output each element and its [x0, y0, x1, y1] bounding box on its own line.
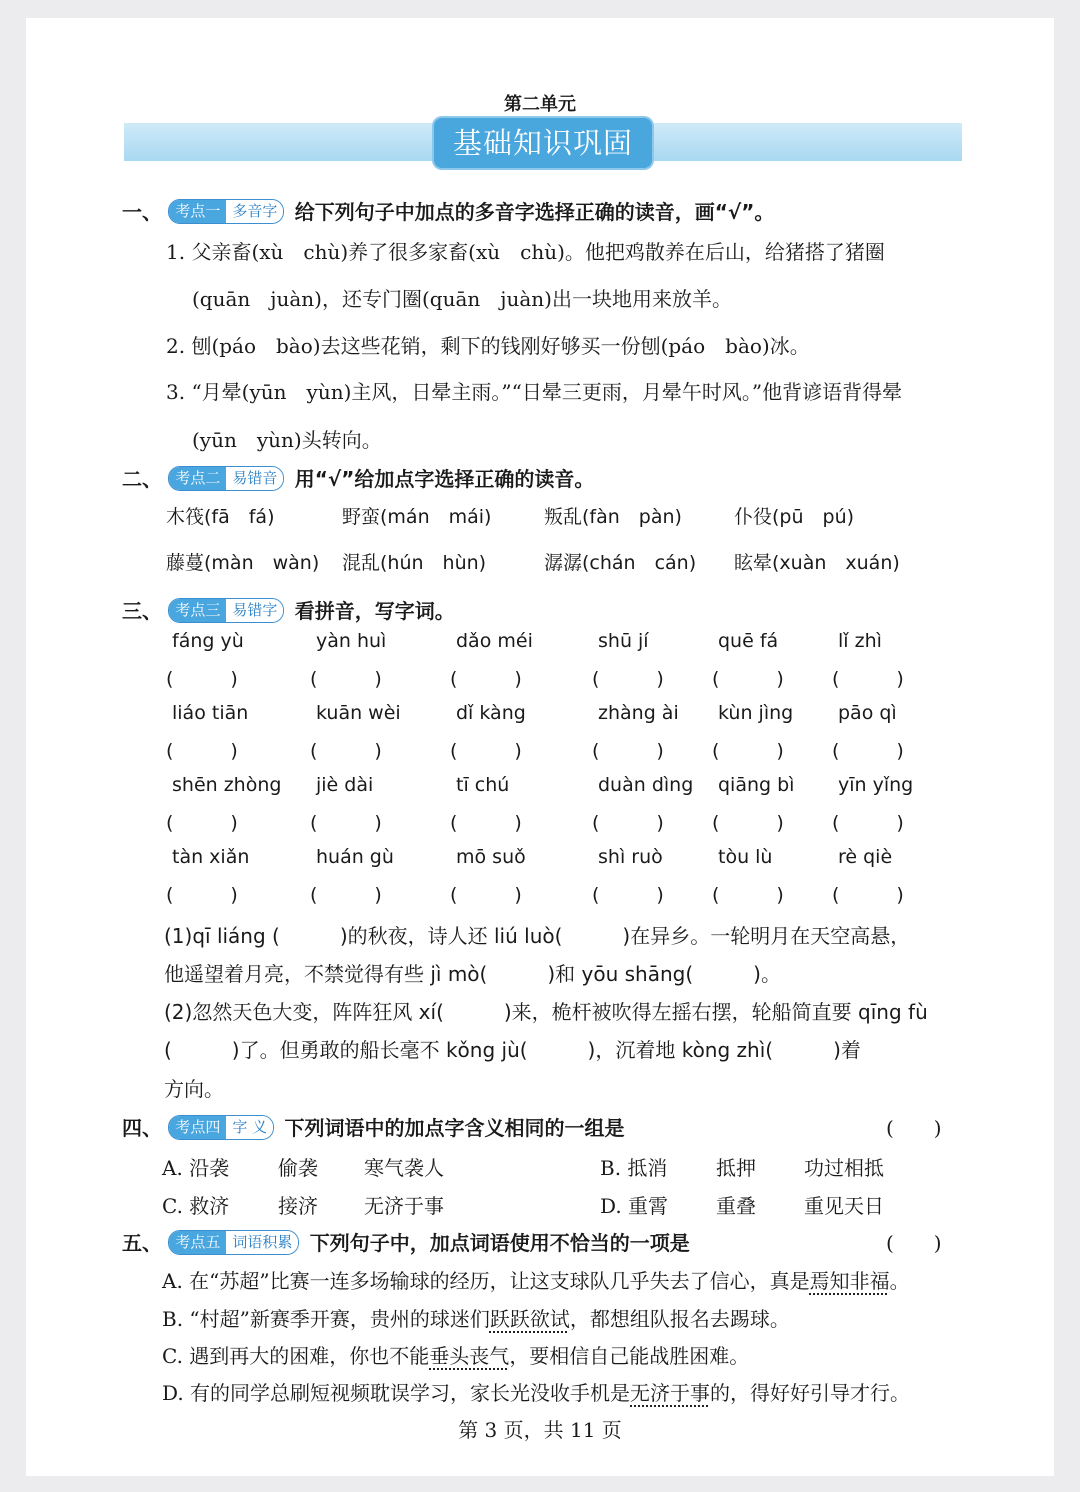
answer-blank[interactable]: ( ) [166, 740, 238, 762]
page-footer: 第 3 页，共 11 页 [458, 1418, 622, 1442]
section-number: 一、 [122, 200, 162, 224]
pinyin-word: jiè dài [316, 774, 374, 796]
pinyin-word: dǐ kàng [456, 702, 526, 724]
pronunciation-item: 眩晕(xuàn xuán) [734, 552, 900, 574]
answer-blank[interactable]: ( ) [712, 668, 784, 690]
answer-blank: ( ) [886, 1231, 942, 1255]
section-instruction: 下列句子中，加点词语使用不恰当的一项是 [309, 1231, 690, 1255]
answer-blank[interactable]: ( ) [592, 812, 664, 834]
option-a-1: A. 沿袭 [162, 1156, 230, 1180]
option-text-end: 。 [889, 1269, 910, 1293]
tag-label: 考点一 [169, 200, 226, 223]
pronunciation-item: 叛乱(fàn pàn) [544, 506, 682, 528]
section-1-header [122, 196, 774, 226]
answer-blank[interactable]: ( ) [832, 740, 904, 762]
option-b [162, 1303, 790, 1332]
tag-label: 考点四 [169, 1116, 226, 1139]
topic-tag [168, 1115, 274, 1140]
section-number: 五、 [122, 1231, 162, 1255]
pinyin-word: yàn huì [316, 630, 387, 652]
p2-line-2: ( )了。但勇敢的船长毫不 kǒng jù( )，沉着地 kòng zhì( )着 [164, 1038, 861, 1062]
tag-topic: 易错字 [226, 599, 283, 622]
pinyin-word: shēn zhòng [172, 774, 282, 796]
q1-line-4: 3. “月晕(yūn yùn)主风，日晕主雨。”“日晕三更雨，月晕午时风。”他背谚语背得晕 [166, 380, 903, 404]
answer-blank[interactable]: ( ) [712, 740, 784, 762]
dotted-phrase: 垂头丧气 [429, 1344, 510, 1368]
option-d-3: 重见天日 [804, 1194, 884, 1218]
option-d-1: D. 重霄 [600, 1194, 669, 1218]
topic-tag [168, 466, 284, 491]
answer-blank[interactable]: ( ) [450, 740, 522, 762]
option-a-3: 寒气袭人 [364, 1156, 444, 1180]
q1-line-3: 2. 刨(páo bào)去这些花销，剩下的钱刚好够买一份刨(páo bào)冰。 [166, 334, 810, 358]
tag-topic: 词语积累 [226, 1231, 298, 1254]
answer-blank[interactable]: ( ) [310, 812, 382, 834]
pronunciation-item: 木筏(fā fá) [166, 506, 275, 528]
answer-blank[interactable]: ( ) [450, 812, 522, 834]
answer-blank[interactable]: ( ) [592, 740, 664, 762]
pinyin-word: tī chú [456, 774, 510, 796]
tag-topic: 易错音 [226, 467, 283, 490]
section-3-header [122, 595, 455, 625]
topic-tag [168, 1230, 299, 1255]
section-instruction: 用“√”给加点字选择正确的读音。 [294, 467, 595, 491]
option-a-2: 偷袭 [278, 1156, 318, 1180]
pinyin-word: liáo tiān [172, 702, 249, 724]
answer-blank[interactable]: ( ) [832, 812, 904, 834]
answer-blank[interactable]: ( ) [832, 884, 904, 906]
section-4-header [122, 1112, 625, 1142]
answer-blank[interactable]: ( ) [166, 884, 238, 906]
tag-topic: 多音字 [226, 200, 283, 223]
tag-topic: 字 义 [226, 1116, 273, 1139]
section-number: 三、 [122, 599, 162, 623]
dotted-phrase: 跃跃欲试 [489, 1307, 570, 1331]
dotted-phrase: 无济于事 [630, 1381, 711, 1405]
pronunciation-item: 藤蔓(màn wàn) [166, 552, 320, 574]
pinyin-word: zhàng ài [598, 702, 679, 724]
q1-line-1: 1. 父亲畜(xù chù)养了很多家畜(xù chù)。他把鸡散养在后山，给猪搭了猪圈 [166, 240, 885, 264]
option-b-1: B. 抵消 [600, 1156, 668, 1180]
section-instruction: 下列词语中的加点字含义相同的一组是 [284, 1116, 625, 1140]
pinyin-word: shū jí [598, 630, 649, 652]
topic-tag [168, 199, 284, 224]
answer-blank[interactable]: ( ) [310, 740, 382, 762]
pinyin-word: rè qiè [838, 846, 893, 868]
p2-line-3: 方向。 [164, 1077, 224, 1101]
answer-blank[interactable]: ( ) [166, 668, 238, 690]
pinyin-word: dǎo méi [456, 630, 533, 652]
q1-line-2: (quān juàn)，还专门圈(quān juàn)出一块地用来放羊。 [192, 287, 732, 311]
option-text-end: ，都想组队报名去踢球。 [569, 1307, 790, 1331]
section-number: 四、 [122, 1116, 162, 1140]
answer-blank[interactable]: ( ) [310, 884, 382, 906]
option-b-3: 功过相抵 [804, 1156, 884, 1180]
option-c-3: 无济于事 [364, 1194, 444, 1218]
option-text: B. “村超”新赛季开赛，贵州的球迷们 [162, 1307, 490, 1331]
option-text-end: ，要相信自己能战胜困难。 [509, 1344, 750, 1368]
pronunciation-item: 仆役(pū pú) [734, 506, 855, 528]
option-a [162, 1265, 910, 1294]
section-instruction: 给下列句子中加点的多音字选择正确的读音，画“√”。 [294, 200, 775, 224]
option-c-2: 接济 [278, 1194, 318, 1218]
answer-blank[interactable]: ( ) [450, 884, 522, 906]
option-c [162, 1340, 749, 1369]
pinyin-word: lǐ zhì [838, 630, 882, 652]
pinyin-word: tòu lù [718, 846, 773, 868]
pinyin-word: duàn dìng [598, 774, 694, 796]
answer-blank[interactable]: ( ) [832, 668, 904, 690]
section-5-header [122, 1227, 690, 1257]
tag-label: 考点五 [169, 1231, 226, 1254]
pinyin-word: qiāng bì [718, 774, 795, 796]
option-b-2: 抵押 [716, 1156, 756, 1180]
tag-label: 考点三 [169, 599, 226, 622]
answer-blank[interactable]: ( ) [450, 668, 522, 690]
topic-tag [168, 598, 284, 623]
option-text: A. 在“苏超”比赛一连多场输球的经历，让这支球队几乎失去了信心，真是 [162, 1269, 810, 1293]
tag-label: 考点二 [169, 467, 226, 490]
answer-blank: ( ) [886, 1116, 942, 1140]
pinyin-word: mō suǒ [456, 846, 526, 868]
section-banner: 基础知识巩固 [434, 118, 652, 168]
section-number: 二、 [122, 467, 162, 491]
unit-title: 第二单元 [504, 94, 576, 115]
answer-blank[interactable]: ( ) [712, 812, 784, 834]
pinyin-word: tàn xiǎn [172, 846, 250, 868]
answer-blank[interactable]: ( ) [310, 668, 382, 690]
p2-line-1: (2)忽然天色大变，阵阵狂风 xí( )来，桅杆被吹得左摇右摆，轮船简直要 qīng fù [164, 1000, 928, 1024]
dotted-phrase: 焉知非福 [809, 1269, 890, 1293]
pinyin-word: shì ruò [598, 846, 663, 868]
option-text: D. 有的同学总刷短视频耽误学习，家长光没收手机是 [162, 1381, 631, 1405]
pronunciation-item: 潺潺(chán cán) [544, 552, 697, 574]
pinyin-word: quē fá [718, 630, 779, 652]
section-instruction: 看拼音，写字词。 [294, 599, 455, 623]
p1-line-1: (1)qī liáng ( )的秋夜，诗人还 liú luò( )在异乡。一轮明月在天空高悬， [164, 924, 911, 948]
pinyin-word: kùn jìng [718, 702, 794, 724]
pinyin-word: yīn yǐng [838, 774, 914, 796]
pronunciation-item: 野蛮(mán mái) [342, 506, 492, 528]
answer-blank[interactable]: ( ) [592, 884, 664, 906]
option-d [162, 1377, 910, 1406]
pinyin-word: huán gù [316, 846, 394, 868]
option-text-end: 的，得好好引导才行。 [710, 1381, 911, 1405]
q1-line-5: (yūn yùn)头转向。 [192, 428, 382, 452]
pinyin-word: pāo qì [838, 702, 897, 724]
option-text: C. 遇到再大的困难，你也不能 [162, 1344, 430, 1368]
answer-blank[interactable]: ( ) [592, 668, 664, 690]
pinyin-word: fáng yù [172, 630, 244, 652]
worksheet-page [26, 18, 1054, 1476]
option-c-1: C. 救济 [162, 1194, 230, 1218]
option-d-2: 重叠 [716, 1194, 756, 1218]
p1-line-2: 他遥望着月亮，不禁觉得有些 jì mò( )和 yōu shāng( )。 [164, 962, 781, 986]
answer-blank[interactable]: ( ) [166, 812, 238, 834]
pronunciation-item: 混乱(hún hùn) [342, 552, 487, 574]
answer-blank[interactable]: ( ) [712, 884, 784, 906]
pinyin-word: kuān wèi [316, 702, 401, 724]
section-2-header [122, 463, 594, 493]
